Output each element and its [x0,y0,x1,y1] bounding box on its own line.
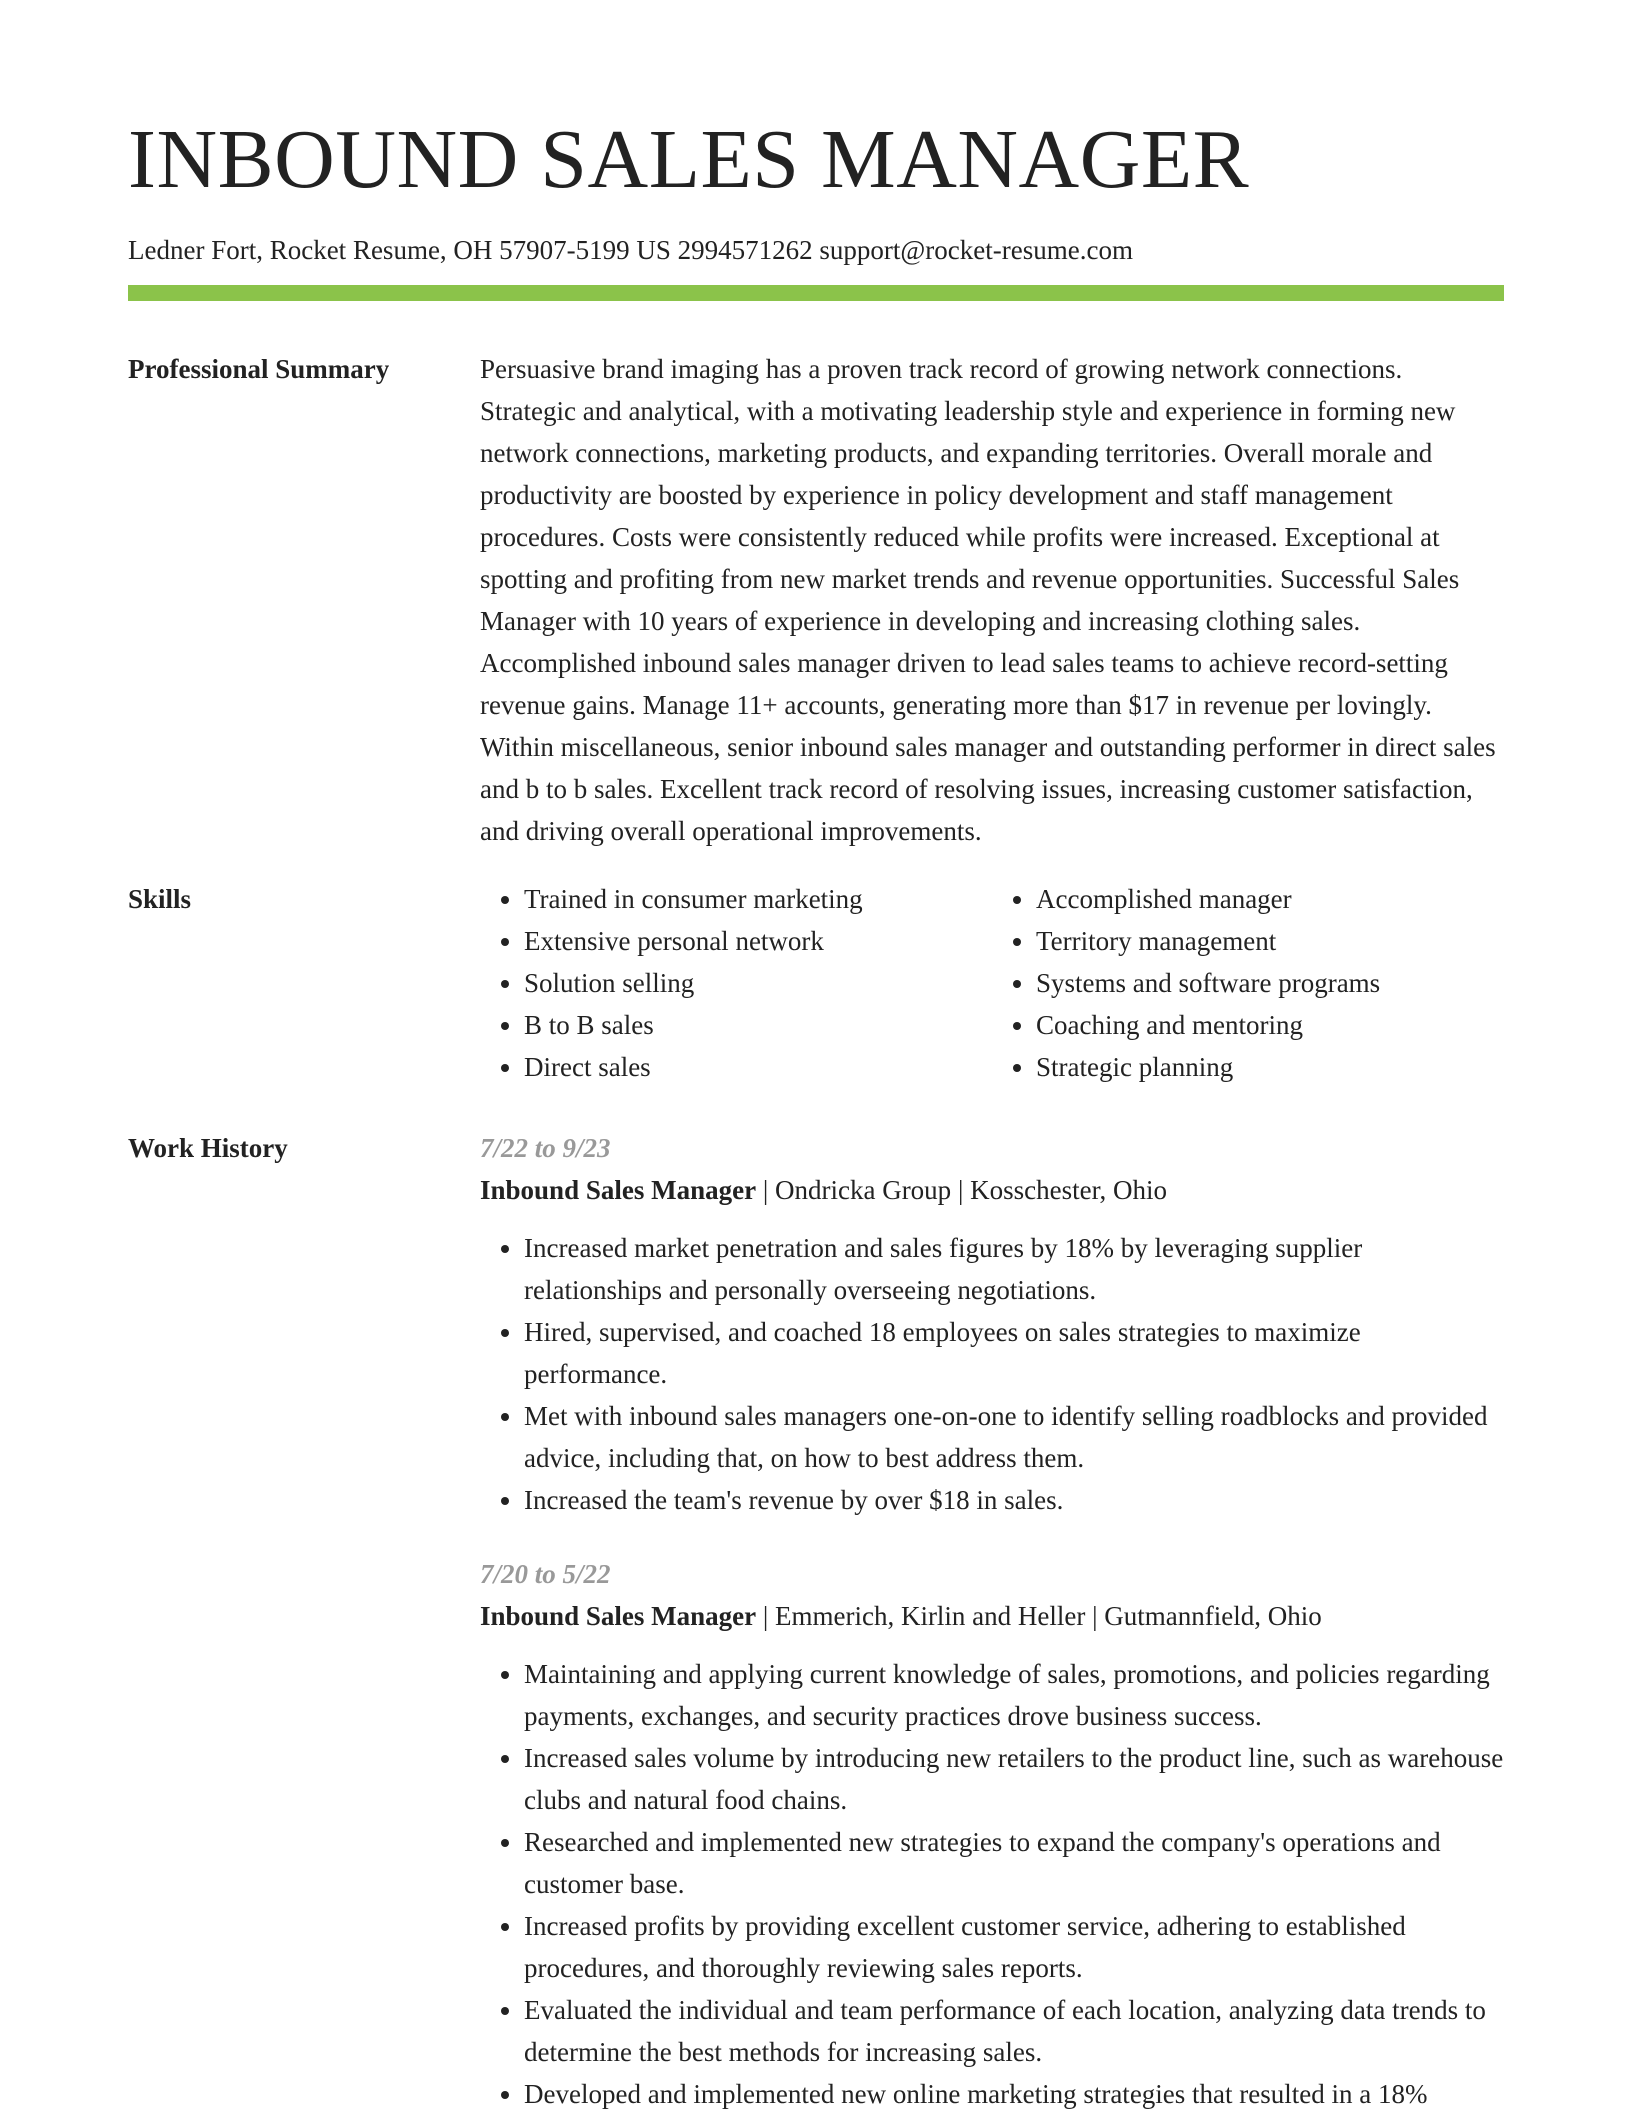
job-title-line: Inbound Sales Manager | Emmerich, Kirlin and Heller | Gutmannfield, Ohio [480,1601,1322,1631]
skill-item: • Solution selling [524,962,992,1004]
job-title: Inbound Sales Manager [480,1601,757,1631]
skills-heading: Skills [128,884,192,914]
skill-item: • Direct sales [524,1046,992,1088]
summary-text: Persuasive brand imaging has a proven track record of growing network connections. Strategic and analytical, with a motivating leadership style and experience in forming new network connections, marketing products, and expanding territories. Overall morale and productivity are boosted by experience in policy development and staff management procedures. Costs were consistently reduced while profits were increased. Exceptional at spotting and profiting from new market trends and revenue opportunities. Successful Sales Manager with 10 years of experience in developing and increasing clothing sales. Accomplished inbound sales manager driven to lead sales teams to achieve record-setting revenue gains. Manage 11+ accounts, generating more than $17 in revenue per lovingly. Within miscellaneous, senior inbound sales manager and outstanding performer in direct sales and b to b sales. Excellent track record of resolving issues, increasing customer satisfaction, and driving overall operational improvements. [480,354,1496,846]
job-bullet: • Researched and implemented new strategies to expand the company's operations and customer base. [524,1821,1504,1905]
summary-heading: Professional Summary [128,354,390,384]
job-company: Emmerich, Kirlin and Heller [774,1601,1086,1631]
skill-item: • Accomplished manager [1036,878,1504,920]
job-bullet: • Evaluated the individual and team performance of each location, analyzing data trends to determine the best methods for increasing sales. [524,1989,1504,2073]
job-title-line: Inbound Sales Manager | Ondricka Group | Kosschester, Ohio [480,1175,1167,1205]
skill-item: • B to B sales [524,1004,992,1046]
job-bullet-list [480,1653,1504,2115]
skill-item: • Territory management [1036,920,1504,962]
job-bullet: • Increased market penetration and sales figures by 18% by leveraging supplier relationships and personally overseeing negotiations. [524,1227,1504,1311]
summary-body [480,348,1504,852]
job-location: Gutmannfield, Ohio [1104,1601,1322,1631]
work-history-heading: Work History [128,1133,288,1163]
job-bullet: • Maintaining and applying current knowledge of sales, promotions, and policies regarding payments, exchanges, and security practices drove business success. [524,1653,1504,1737]
job-bullet-list [480,1227,1504,1521]
job-dates: 7/22 to 9/23 [480,1133,611,1163]
skill-item: • Extensive personal network [524,920,992,962]
skills-columns [480,878,1504,1088]
work-history-body [480,1127,1504,2115]
job-bullet: • Met with inbound sales managers one-on-one to identify selling roadblocks and provided advice, including that, on how to best address them. [524,1395,1504,1479]
contact-line: Ledner Fort, Rocket Resume, OH 57907-5199 US 2994571262 support@rocket-resume.com [128,235,1133,265]
skills-list-right [992,878,1504,1088]
accent-divider [128,285,1504,301]
job-bullet: • Developed and implemented new online marketing strategies that resulted in a 18% [524,2073,1504,2115]
skill-item: • Trained in consumer marketing [524,878,992,920]
job-bullet: • Increased the team's revenue by over $18 in sales. [524,1479,1504,1521]
job-entry [480,1553,1504,2115]
job-bullet: • Hired, supervised, and coached 18 employees on sales strategies to maximize performance. [524,1311,1504,1395]
skill-item: • Strategic planning [1036,1046,1504,1088]
job-dates: 7/20 to 5/22 [480,1559,611,1589]
job-entry [480,1127,1504,1521]
job-title: Inbound Sales Manager [480,1175,757,1205]
resume-name-heading: INBOUND SALES MANAGER [128,113,1250,206]
skills-list-left [480,878,992,1088]
skills-body [480,878,1504,1088]
job-bullet: • Increased profits by providing excellent customer service, adhering to established procedures, and thoroughly reviewing sales reports. [524,1905,1504,1989]
job-company: Ondricka Group [774,1175,952,1205]
job-bullet: • Increased sales volume by introducing new retailers to the product line, such as warehouse clubs and natural food chains. [524,1737,1504,1821]
job-location: Kosschester, Ohio [970,1175,1167,1205]
skill-item: • Coaching and mentoring [1036,1004,1504,1046]
skill-item: • Systems and software programs [1036,962,1504,1004]
